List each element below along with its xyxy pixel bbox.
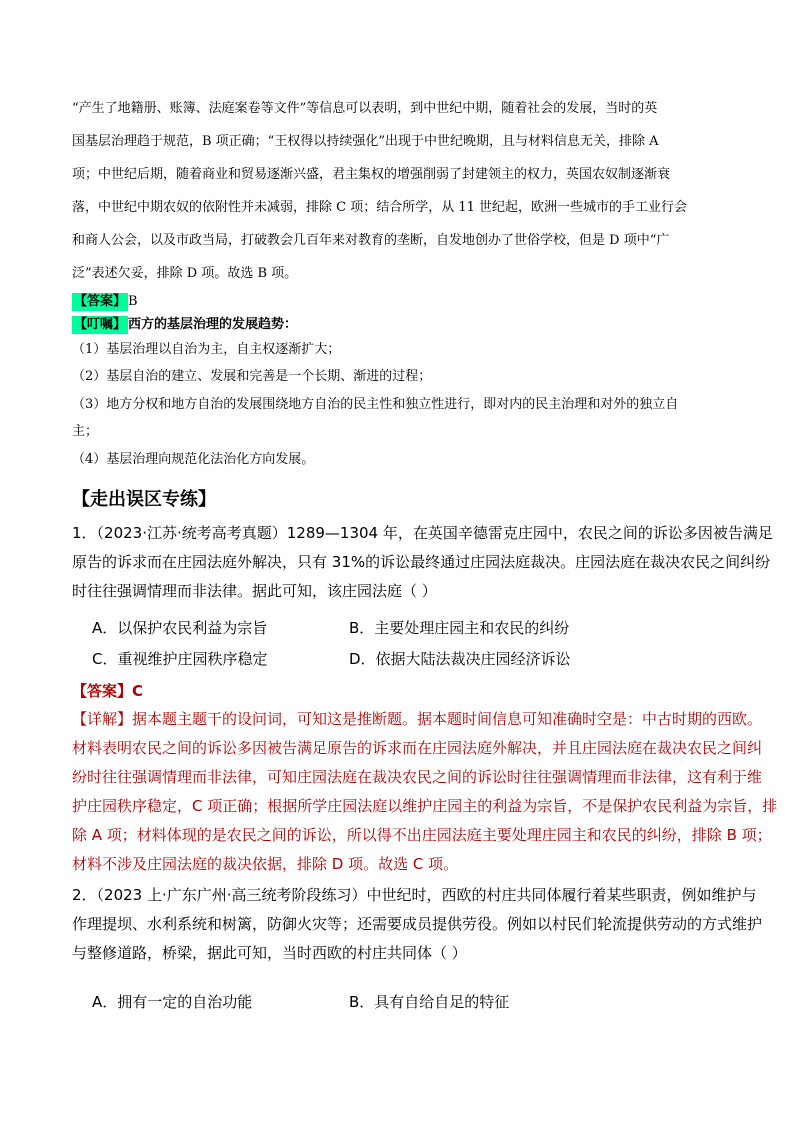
reminder-item: （3）地方分权和地方自治的发展围绕地方自治的民主性和独立性进行，即对内的民主治理和对外的独立自 (72, 397, 679, 412)
q1-option-b: B．主要处理庄园主和农民的纠纷 (349, 619, 570, 637)
detail-line: 【详解】据本题主题干的设问词，可知这是推断题。据本题时间信息可知准确时空是：中古时期的西欧。 (72, 710, 763, 728)
q2-option-b: B．具有自给自足的特征 (349, 993, 510, 1011)
reminder-item: （2）基层自治的建立、发展和完善是一个长期、渐进的过程； (72, 369, 432, 384)
question-2 (72, 881, 763, 968)
question-1 (72, 519, 773, 606)
q1-answer: 【答案】C (72, 682, 144, 700)
detail-line: 材料不涉及庄园法庭的裁决依据，排除 D 项。故选 C 项。 (72, 855, 459, 873)
question-line: 与整修道路，桥梁，据此可知，当时西欧的村庄共同体（ ） (72, 944, 467, 962)
reminder-item: 主； (72, 424, 99, 439)
reminder-tag: 【叮嘱】 (74, 317, 127, 332)
reminder-item: （4）基层治理向规范化法治化方向发展。 (72, 452, 315, 467)
question-line: 2．（2023 上·广东广州·高三统考阶段练习）中世纪时，西欧的村庄共同体履行着某些职责，例如维护与 (72, 886, 757, 904)
detail-line: 护庄园秩序稳定，C 项正确；根据所学庄园法庭以维护庄园主的利益为宗旨，不是保护农民利益为宗旨，排 (72, 797, 778, 815)
reminder-heading (72, 316, 722, 334)
analysis-line: “产生了地籍册、账簿、法庭案卷等文件”等信息可以表明，到中世纪中期，随着社会的发展，当时的英 (72, 101, 658, 116)
detail-line: 除 A 项；材料体现的是农民之间的诉讼，所以得不出庄园法庭主要处理庄园主和农民的纠纷，排除 B 项； (72, 826, 772, 844)
analysis-line: 国基层治理趋于规范，B 项正确；“王权得以持续强化”出现于中世纪晚期，且与材料信息无关，排除 A (72, 134, 659, 149)
answer-value: B (128, 294, 138, 309)
previous-answer (72, 293, 722, 311)
question-line: 作理提坝、水利系统和树篱，防御火灾等；还需要成员提供劳役。例如以村民们轮流提供劳动的方式维护 (72, 915, 763, 933)
analysis-line: 项；中世纪后期，随着商业和贸易逐渐兴盛，君主集权的增强削弱了封建领主的权力，英国农奴制逐渐衰 (72, 167, 671, 182)
detail-line: 材料表明农民之间的诉讼多因被告满足原告的诉求而在庄园法庭外解决，并且庄园法庭在裁决农民之间纠 (72, 739, 763, 757)
analysis-line: 泛”表述欠妥，排除 D 项。故选 B 项。 (72, 266, 298, 281)
q1-option-c: C．重视维护庄园秩序稳定 (92, 650, 268, 668)
reminder-item: （1）基层治理以自治为主，自主权逐渐扩大； (72, 342, 341, 357)
q2-option-a: A．拥有一定的自治功能 (92, 993, 253, 1011)
question-line: 1．（2023·江苏·统考高考真题）1289—1304 年，在英国辛德雷克庄园中，农民之间的诉讼多因被告满足 (72, 524, 773, 542)
reminder-title: 西方的基层治理的发展趋势： (128, 317, 298, 332)
section-title: 【走出误区专练】 (72, 489, 216, 510)
detail-line: 纷时往往强调情理而非法律，可知庄园法庭在裁决农民之间的诉讼时往往强调情理而非法律，这有利于维 (72, 768, 763, 786)
answer-tag: 【答案】 (74, 294, 127, 309)
q1-option-a: A．以保护农民利益为宗旨 (92, 619, 268, 637)
analysis-line: 和商人公会，以及市政当局，打破教会几百年来对教育的垄断，自发地创办了世俗学校，但是 D 项中“广 (72, 233, 670, 248)
question-line: 时往往强调情理而非法律。据此可知，该庄园法庭（ ） (72, 582, 437, 600)
q1-option-d: D．依据大陆法裁决庄园经济诉讼 (349, 650, 571, 668)
q1-detail (72, 705, 778, 879)
question-line: 原告的诉求而在庄园法庭外解决，只有 31%的诉讼最终通过庄园法庭裁决。庄园法庭在裁决农民之间纠纷 (72, 553, 771, 571)
analysis-line: 落，中世纪中期农奴的依附性并未减弱，排除 C 项；结合所学，从 11 世纪起，欧洲一些城市的手工业行会 (72, 200, 688, 215)
